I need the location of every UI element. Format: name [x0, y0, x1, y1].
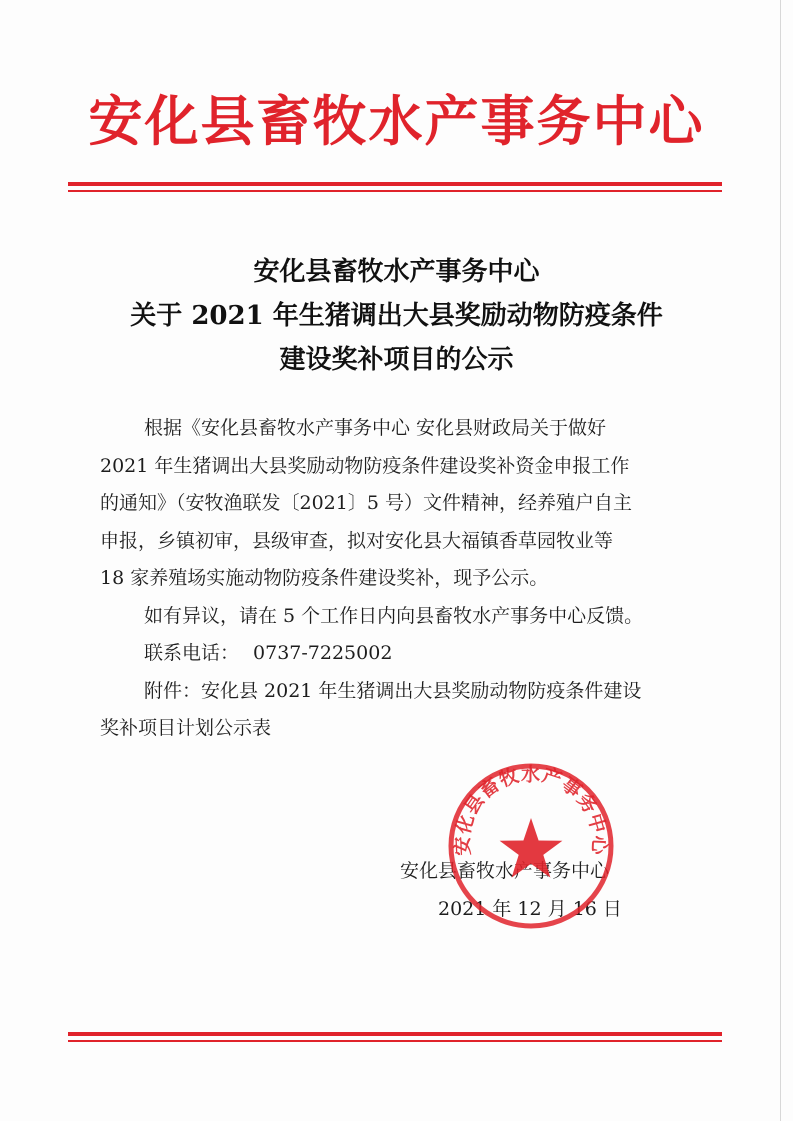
contact-line [100, 635, 700, 673]
scan-edge-line [780, 0, 781, 1121]
body-line: 根据《安化县畜牧水产事务中心 安化县财政局关于做好 [144, 417, 607, 439]
title-line-1: 安化县畜牧水产事务中心 [253, 257, 540, 287]
body-line: 2021 年生猪调出大县奖励动物防疫条件建设奖补资金申报工作 [100, 454, 630, 477]
title-line-2: 关于 2021 年生猪调出大县奖励动物防疫条件 [130, 301, 663, 331]
seal-text: 安化县畜牧水产事务中心 [451, 763, 611, 857]
signoff-date: 2021 年 12 月 16 日 [438, 898, 622, 920]
body-line: 申报，乡镇初审，县级审查，拟对安化县大福镇香草园牧业等 [100, 529, 614, 552]
contact-phone: 0737-7225002 [253, 642, 393, 664]
body-line: 的通知》（安牧渔联发〔2021〕5 号）文件精神，经养殖户自主 [100, 492, 632, 514]
official-seal [445, 760, 617, 932]
body-line: 如有异议，请在 5 个工作日内向县畜牧水产事务中心反馈。 [144, 604, 644, 627]
letterhead-rule-thick [68, 182, 722, 186]
footer-rule-thick [68, 1032, 722, 1036]
attachment-paragraph [100, 673, 700, 748]
body-line: 奖补项目计划公示表 [100, 717, 272, 739]
letterhead-rule-thin [68, 190, 722, 192]
star-icon [500, 818, 563, 878]
title-line-3: 建设奖补项目的公示 [279, 345, 514, 375]
body-paragraph-2 [100, 598, 700, 636]
body-paragraph-1 [100, 410, 700, 598]
signoff-org: 安化县畜牧水产事务中心 [400, 860, 610, 882]
document-body [100, 410, 700, 748]
body-line: 18 家养殖场实施动物防疫条件建设奖补，现予公示。 [100, 567, 549, 589]
document-title [60, 250, 733, 382]
body-line: 附件：安化县 2021 年生猪调出大县奖励动物防疫条件建设 [144, 679, 642, 702]
contact-label: 联系电话： [144, 642, 240, 664]
footer-rule-thin [68, 1040, 722, 1042]
letterhead-title: 安化县畜牧水产事务中心 [88, 89, 705, 153]
contact-wrapper [100, 635, 700, 673]
